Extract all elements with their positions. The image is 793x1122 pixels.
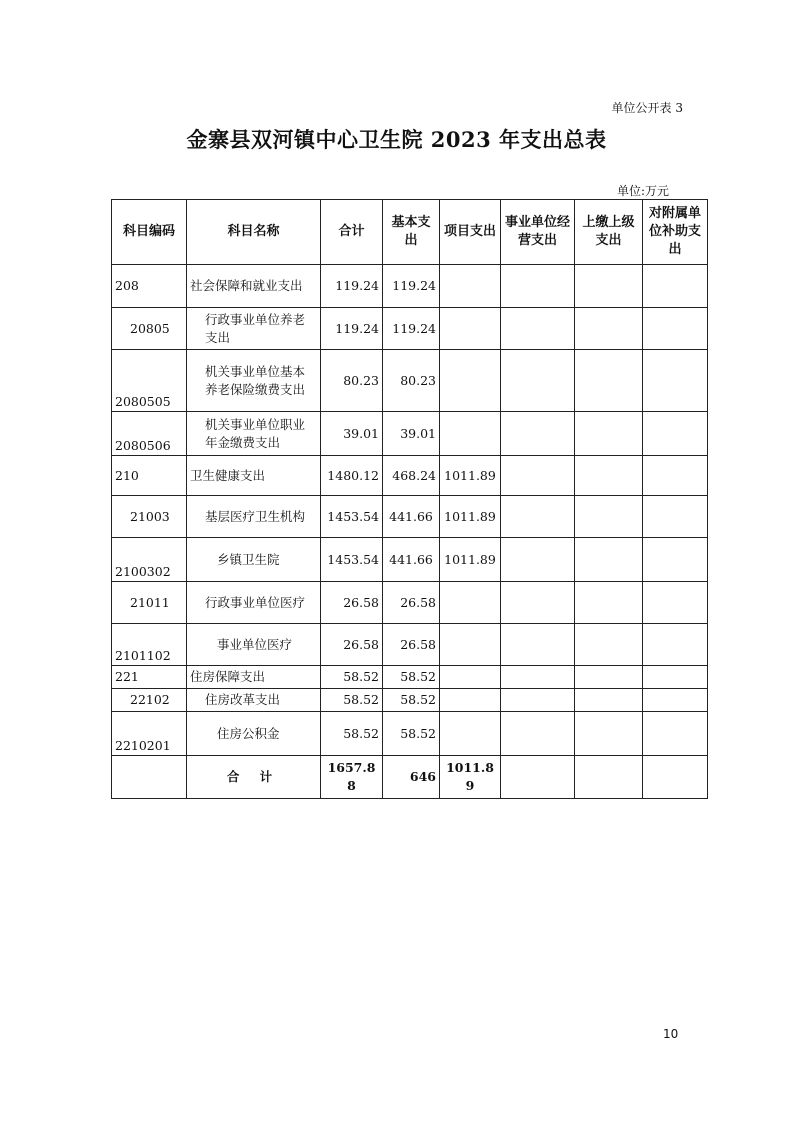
code-cell: 208 <box>112 265 187 308</box>
name-cell: 基层医疗卫生机构 <box>187 496 321 538</box>
code-cell: 22102 <box>112 689 187 712</box>
code-cell: 2210201 <box>112 712 187 756</box>
table-row <box>112 265 708 308</box>
subsidy-cell <box>643 456 708 496</box>
project-cell: 1011.89 <box>440 456 501 496</box>
basic-cell: 646 <box>383 756 440 799</box>
code-cell: 2100302 <box>112 538 187 582</box>
basic-cell: 119.24 <box>383 308 440 350</box>
name-cell: 机关事业单位职业年金缴费支出 <box>187 412 321 456</box>
name-cell: 住房改革支出 <box>187 689 321 712</box>
expenditure-table <box>111 199 708 799</box>
project-cell <box>440 265 501 308</box>
table-row <box>112 456 708 496</box>
project-cell <box>440 412 501 456</box>
name-cell: 住房公积金 <box>187 712 321 756</box>
subsidy-cell <box>643 712 708 756</box>
total-cell: 26.58 <box>321 624 383 666</box>
business-cell <box>501 624 575 666</box>
upper-cell <box>575 350 643 412</box>
table-row <box>112 666 708 689</box>
column-header-project: 项目支出 <box>440 200 501 265</box>
project-cell: 1011.89 <box>440 538 501 582</box>
code-cell: 21011 <box>112 582 187 624</box>
basic-cell: 119.24 <box>383 265 440 308</box>
subsidy-cell <box>643 689 708 712</box>
name-cell: 住房保障支出 <box>187 666 321 689</box>
subsidy-cell <box>643 496 708 538</box>
upper-cell <box>575 689 643 712</box>
upper-cell <box>575 456 643 496</box>
code-cell: 2101102 <box>112 624 187 666</box>
business-cell <box>501 689 575 712</box>
total-label: 合 计 <box>187 756 321 799</box>
upper-cell <box>575 624 643 666</box>
column-header-total: 合计 <box>321 200 383 265</box>
total-cell: 26.58 <box>321 582 383 624</box>
business-cell <box>501 712 575 756</box>
upper-cell <box>575 666 643 689</box>
table-row <box>112 689 708 712</box>
total-cell: 119.24 <box>321 265 383 308</box>
project-cell <box>440 666 501 689</box>
code-cell: 2080505 <box>112 350 187 412</box>
upper-cell <box>575 712 643 756</box>
unit-label: 单位:万元 <box>617 184 670 198</box>
basic-cell: 26.58 <box>383 582 440 624</box>
subsidy-cell <box>643 624 708 666</box>
business-cell <box>501 350 575 412</box>
subsidy-cell <box>643 412 708 456</box>
table-row <box>112 582 708 624</box>
code-cell: 221 <box>112 666 187 689</box>
basic-cell: 80.23 <box>383 350 440 412</box>
business-cell <box>501 308 575 350</box>
name-cell: 机关事业单位基本养老保险缴费支出 <box>187 350 321 412</box>
total-cell: 80.23 <box>321 350 383 412</box>
project-cell <box>440 582 501 624</box>
upper-cell <box>575 538 643 582</box>
code-cell: 2080506 <box>112 412 187 456</box>
subsidy-cell <box>643 308 708 350</box>
upper-cell <box>575 265 643 308</box>
column-header-business: 事业单位经营支出 <box>501 200 575 265</box>
basic-cell: 39.01 <box>383 412 440 456</box>
table-row <box>112 412 708 456</box>
subsidy-cell <box>643 538 708 582</box>
project-cell <box>440 689 501 712</box>
business-cell <box>501 756 575 799</box>
upper-cell <box>575 412 643 456</box>
code-cell: 21003 <box>112 496 187 538</box>
business-cell <box>501 582 575 624</box>
name-cell: 卫生健康支出 <box>187 456 321 496</box>
subsidy-cell <box>643 265 708 308</box>
basic-cell: 441.66 <box>383 496 440 538</box>
subsidy-cell <box>643 350 708 412</box>
page-title: 金寨县双河镇中心卫生院 2023 年支出总表 <box>186 127 607 152</box>
project-cell <box>440 624 501 666</box>
business-cell <box>501 496 575 538</box>
table-row <box>112 624 708 666</box>
name-cell: 乡镇卫生院 <box>187 538 321 582</box>
subsidy-cell <box>643 582 708 624</box>
total-cell: 39.01 <box>321 412 383 456</box>
name-cell: 事业单位医疗 <box>187 624 321 666</box>
column-header-name: 科目名称 <box>187 200 321 265</box>
total-cell: 58.52 <box>321 712 383 756</box>
project-cell <box>440 712 501 756</box>
upper-cell <box>575 582 643 624</box>
total-cell: 1657.88 <box>321 756 383 799</box>
basic-cell: 58.52 <box>383 689 440 712</box>
total-cell: 58.52 <box>321 666 383 689</box>
table-row <box>112 496 708 538</box>
basic-cell: 441.66 <box>383 538 440 582</box>
subsidy-cell <box>643 666 708 689</box>
project-cell: 1011.89 <box>440 496 501 538</box>
column-header-subsidy: 对附属单位补助支出 <box>643 200 708 265</box>
total-row <box>112 756 708 799</box>
upper-cell <box>575 756 643 799</box>
total-cell: 58.52 <box>321 689 383 712</box>
table-label: 单位公开表 3 <box>611 101 683 115</box>
basic-cell: 58.52 <box>383 666 440 689</box>
table-row <box>112 350 708 412</box>
code-cell: 20805 <box>112 308 187 350</box>
business-cell <box>501 538 575 582</box>
business-cell <box>501 412 575 456</box>
page-number: 10 <box>663 1027 679 1041</box>
project-cell: 1011.89 <box>440 756 501 799</box>
table-row <box>112 538 708 582</box>
total-cell: 1453.54 <box>321 496 383 538</box>
basic-cell: 58.52 <box>383 712 440 756</box>
basic-cell: 468.24 <box>383 456 440 496</box>
upper-cell <box>575 308 643 350</box>
code-cell: 210 <box>112 456 187 496</box>
business-cell <box>501 666 575 689</box>
upper-cell <box>575 496 643 538</box>
name-cell: 行政事业单位医疗 <box>187 582 321 624</box>
project-cell <box>440 350 501 412</box>
total-cell: 1453.54 <box>321 538 383 582</box>
basic-cell: 26.58 <box>383 624 440 666</box>
project-cell <box>440 308 501 350</box>
business-cell <box>501 456 575 496</box>
name-cell: 社会保障和就业支出 <box>187 265 321 308</box>
table-row <box>112 712 708 756</box>
column-header-upper: 上缴上级支出 <box>575 200 643 265</box>
table-header-row <box>112 200 708 265</box>
total-cell: 1480.12 <box>321 456 383 496</box>
code-cell <box>112 756 187 799</box>
total-cell: 119.24 <box>321 308 383 350</box>
column-header-code: 科目编码 <box>112 200 187 265</box>
business-cell <box>501 265 575 308</box>
column-header-basic: 基本支出 <box>383 200 440 265</box>
subsidy-cell <box>643 756 708 799</box>
name-cell: 行政事业单位养老支出 <box>187 308 321 350</box>
table-row <box>112 308 708 350</box>
